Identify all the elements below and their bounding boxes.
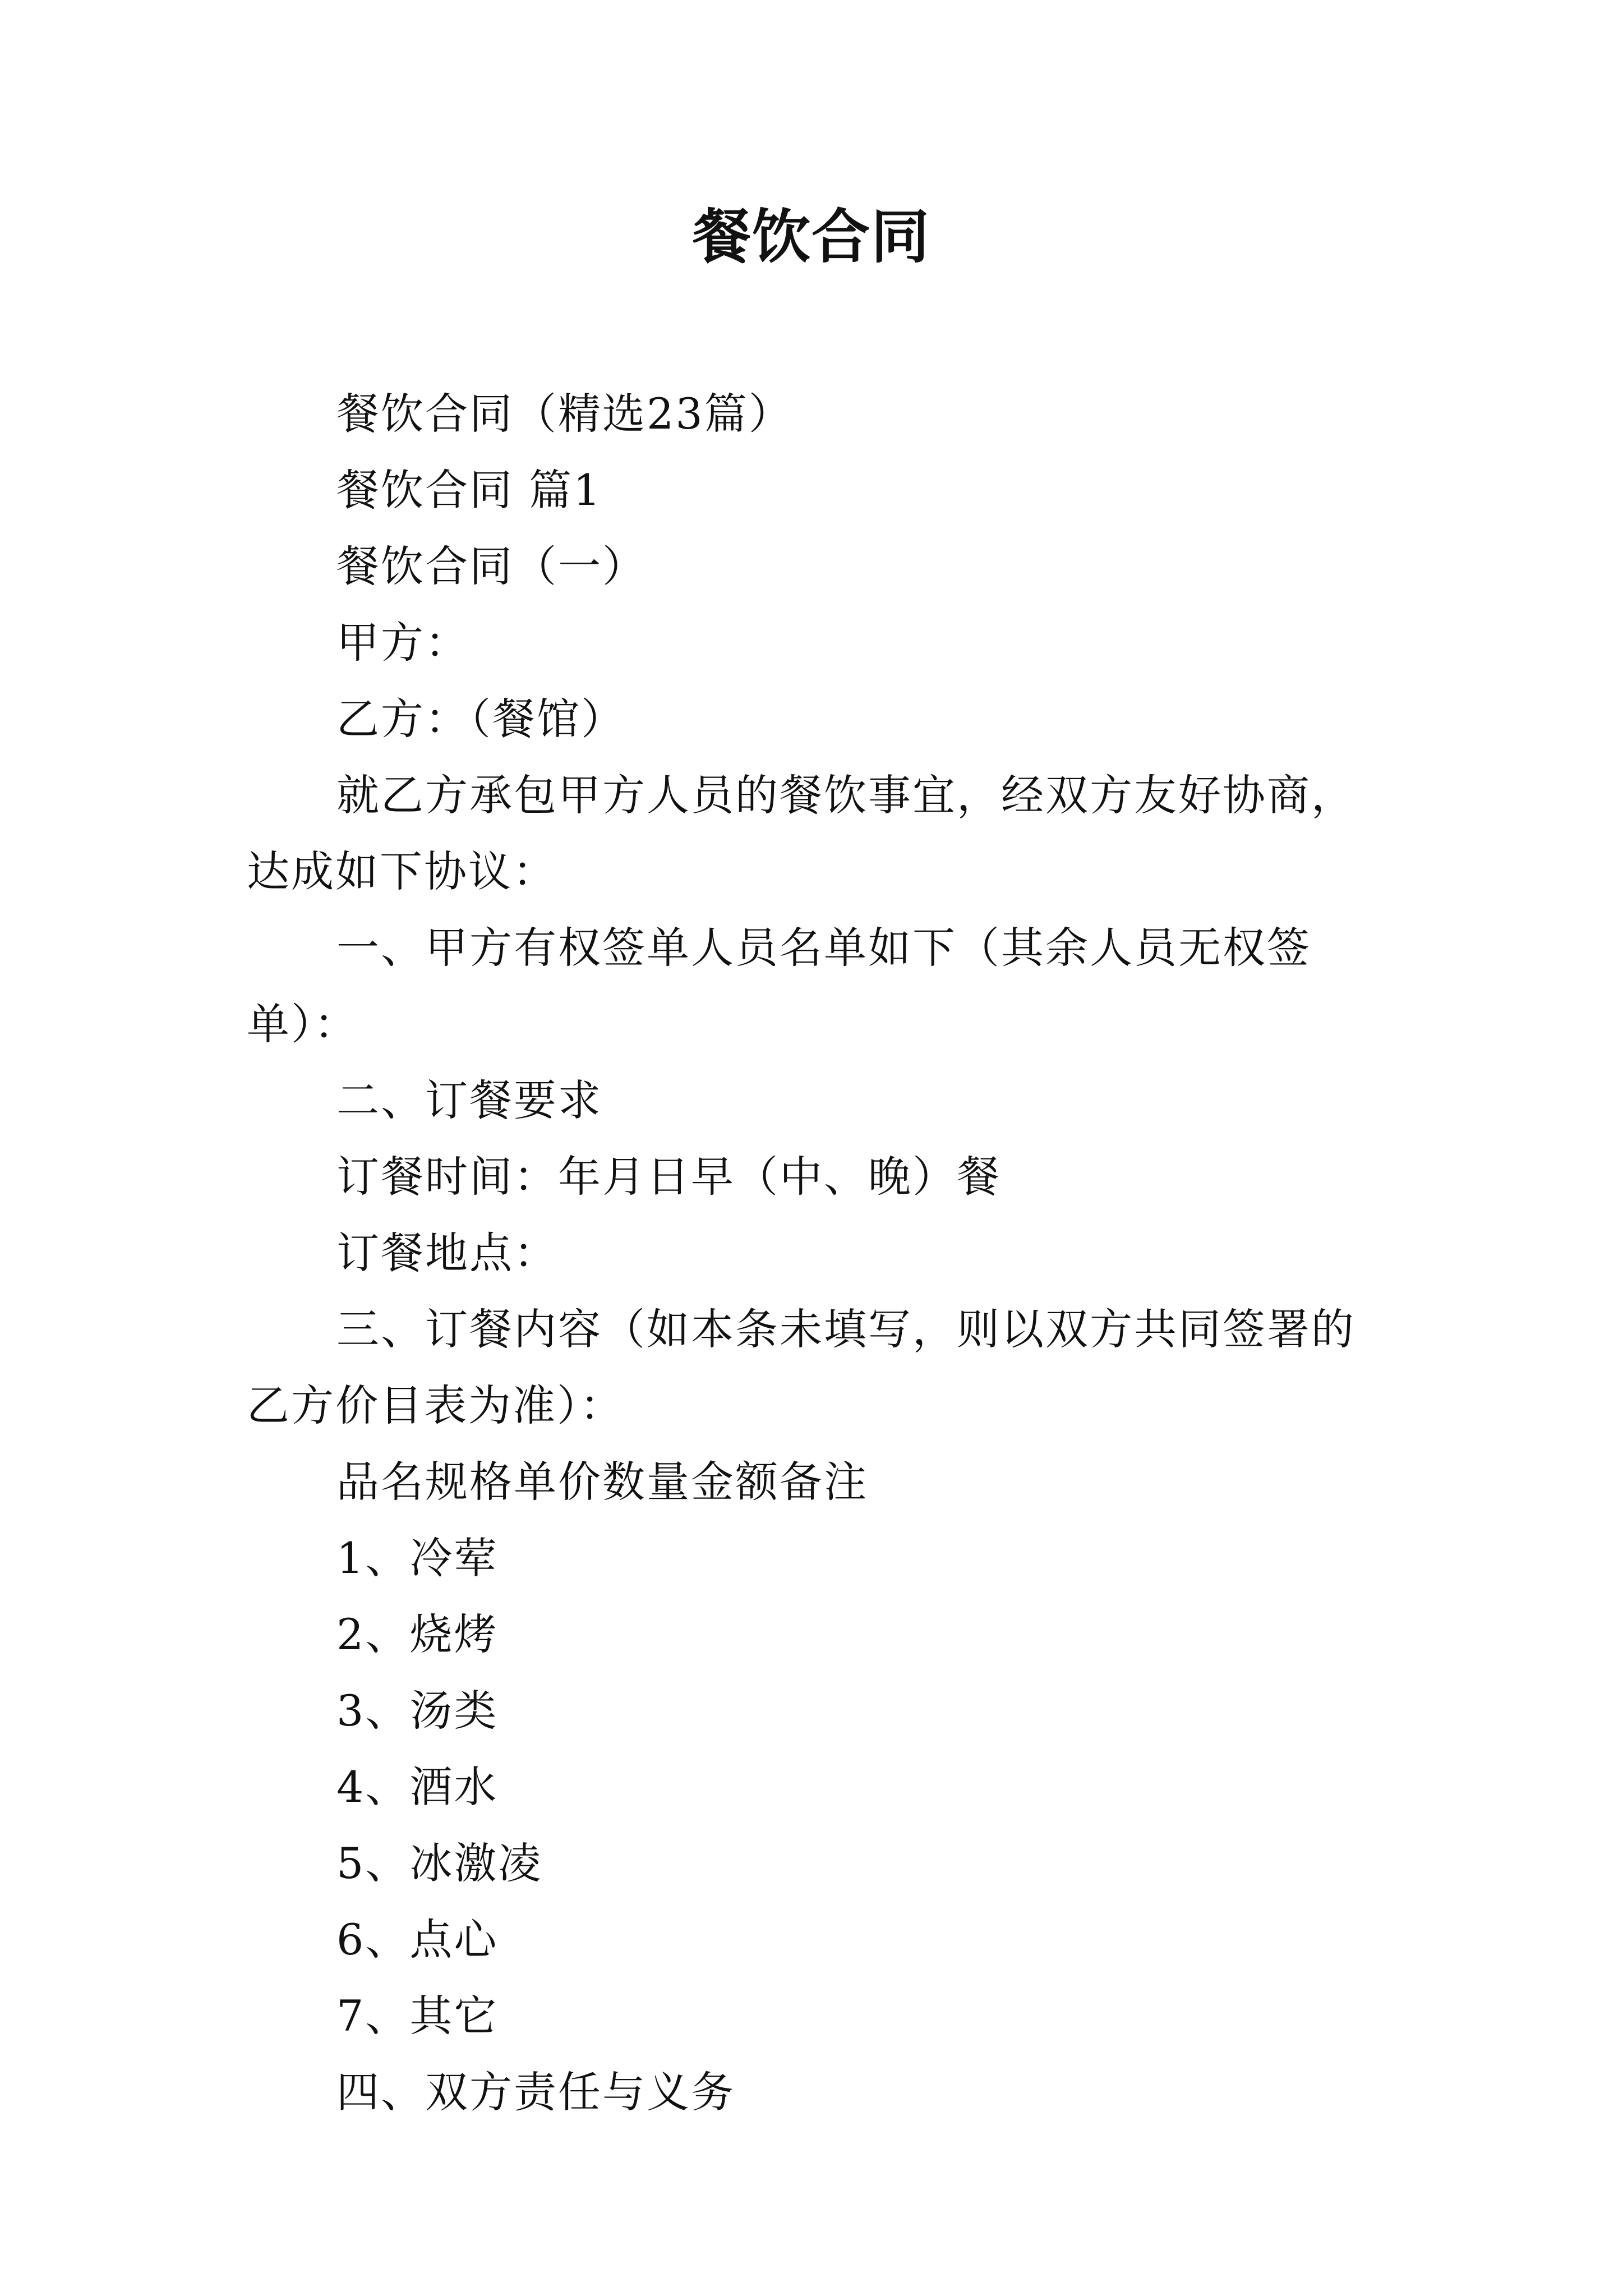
document-body <box>247 376 1391 2131</box>
paragraph: 乙方：（餐馆） <box>336 694 625 744</box>
list-item: 7、其它 <box>336 1991 499 2041</box>
paragraph: 二、订餐要求 <box>336 1075 602 1125</box>
paragraph: 就乙方承包甲方人员的餐饮事宜，经双方友好协商，达成如下协议： <box>247 770 1355 896</box>
list-item: 1、冷荤 <box>336 1533 499 1583</box>
paragraph: 四、双方责任与义务 <box>336 2067 735 2117</box>
paragraph: 餐饮合同（一） <box>336 541 647 591</box>
document-title: 餐饮合同 <box>692 203 930 271</box>
list-item: 5、冰激凌 <box>336 1838 543 1888</box>
list-item: 6、点心 <box>336 1915 499 1964</box>
paragraph: 一、甲方有权签单人员名单如下（其余人员无权签单）： <box>247 923 1311 1049</box>
list-item: 4、酒水 <box>336 1762 499 1812</box>
list-item: 2、烧烤 <box>336 1609 499 1659</box>
paragraph: 三、订餐内容（如本条未填写，则以双方共同签署的乙方价目表为准）： <box>247 1304 1355 1430</box>
paragraph: 餐饮合同 篇1 <box>336 465 602 515</box>
paragraph: 订餐地点： <box>336 1228 558 1278</box>
paragraph: 餐饮合同（精选23篇） <box>336 389 793 439</box>
list-item: 3、汤类 <box>336 1686 499 1736</box>
paragraph: 品名规格单价数量金额备注 <box>336 1457 868 1507</box>
paragraph: 订餐时间：年月日早（中、晚）餐 <box>336 1152 1001 1202</box>
paragraph: 甲方： <box>336 618 469 668</box>
